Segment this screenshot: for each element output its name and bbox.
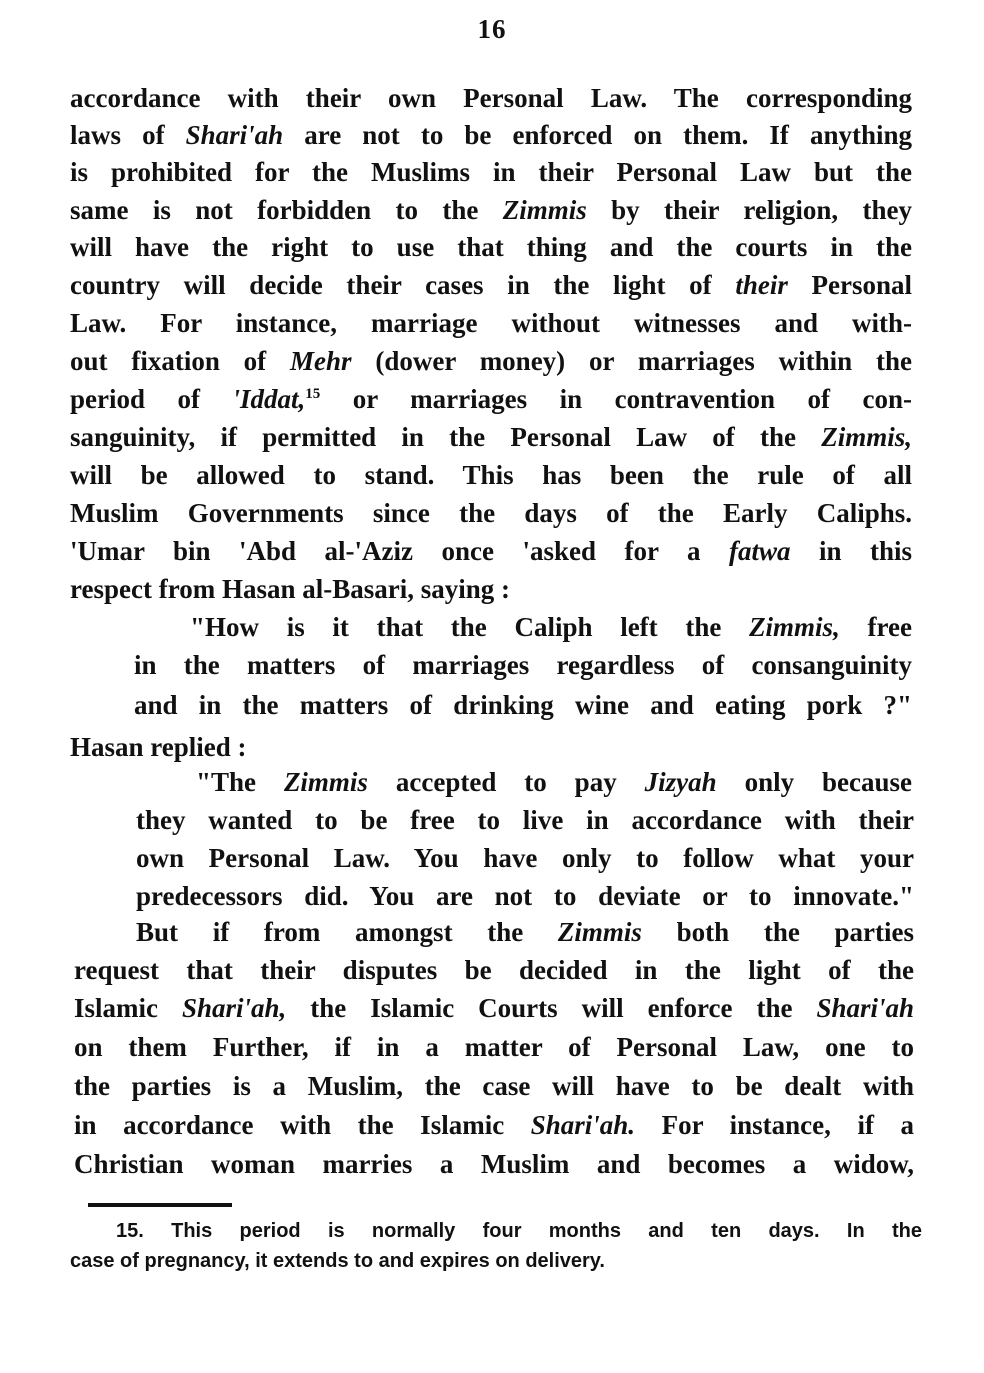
text-line: period of 'Iddat,$^{15}$ or marriages in contravention of con-: [70, 384, 912, 414]
text-line: on them Further, if in a matter of Personal Law, one to: [74, 1032, 914, 1062]
text-line: the parties is a Muslim, the case will have to be dealt with: [74, 1071, 914, 1101]
text-line: in accordance with the Islamic Shari'ah. For instance, if a: [74, 1110, 914, 1140]
text-line: Muslim Governments since the days of the Early Caliphs.: [70, 498, 912, 528]
text-line: same is not forbidden to the Zimmis by their religion, they: [70, 195, 912, 225]
footnote-line: 15. This period is normally four months and ten days. In the: [116, 1220, 922, 1242]
text-line: sanguinity, if permitted in the Personal Law of the Zimmis,: [70, 422, 912, 452]
text-line: is prohibited for the Muslims in their Personal Law but the: [70, 157, 912, 187]
quote-line: and in the matters of drinking wine and eating pork ?": [134, 690, 912, 720]
text-line: But if from amongst the Zimmis both the parties: [136, 917, 914, 947]
text-line: respect from Hasan al-Basari, saying :: [70, 574, 510, 604]
text-line: Hasan replied :: [70, 732, 247, 762]
page-number: 16: [477, 14, 507, 44]
quote-line: in the matters of marriages regardless of consanguinity: [134, 650, 912, 680]
text-line: request that their disputes be decided in the light of the: [74, 955, 914, 985]
quote-line: predecessors did. You are not to deviate or to innovate.": [136, 881, 914, 911]
text-line: 'Umar bin 'Abd al-'Aziz once 'asked for a fatwa in this: [70, 536, 912, 566]
footnote-rule: [88, 1203, 232, 1207]
quote-line: "The Zimmis accepted to pay Jizyah only because: [196, 767, 912, 797]
quote-line: they wanted to be free to live in accordance with their: [136, 805, 914, 835]
text-line: will be allowed to stand. This has been the rule of all: [70, 460, 912, 490]
quote-line: "How is it that the Caliph left the Zimmis, free: [190, 612, 912, 642]
footnote-line: case of pregnancy, it extends to and expires on delivery.: [70, 1250, 605, 1272]
text-line: accordance with their own Personal Law. The corresponding: [70, 83, 912, 113]
text-line: out fixation of Mehr (dower money) or marriages within the: [70, 346, 912, 376]
text-line: country will decide their cases in the light of their Personal: [70, 270, 912, 300]
text-line: will have the right to use that thing and the courts in the: [70, 232, 912, 262]
quote-line: own Personal Law. You have only to follow what your: [136, 843, 914, 873]
text-line: Law. For instance, marriage without witnesses and with-: [70, 308, 912, 338]
text-line: Islamic Shari'ah, the Islamic Courts will enforce the Shari'ah: [74, 993, 914, 1023]
text-line: laws of Shari'ah are not to be enforced on them. If anything: [70, 120, 912, 150]
text-line: Christian woman marries a Muslim and becomes a widow,: [74, 1149, 914, 1179]
